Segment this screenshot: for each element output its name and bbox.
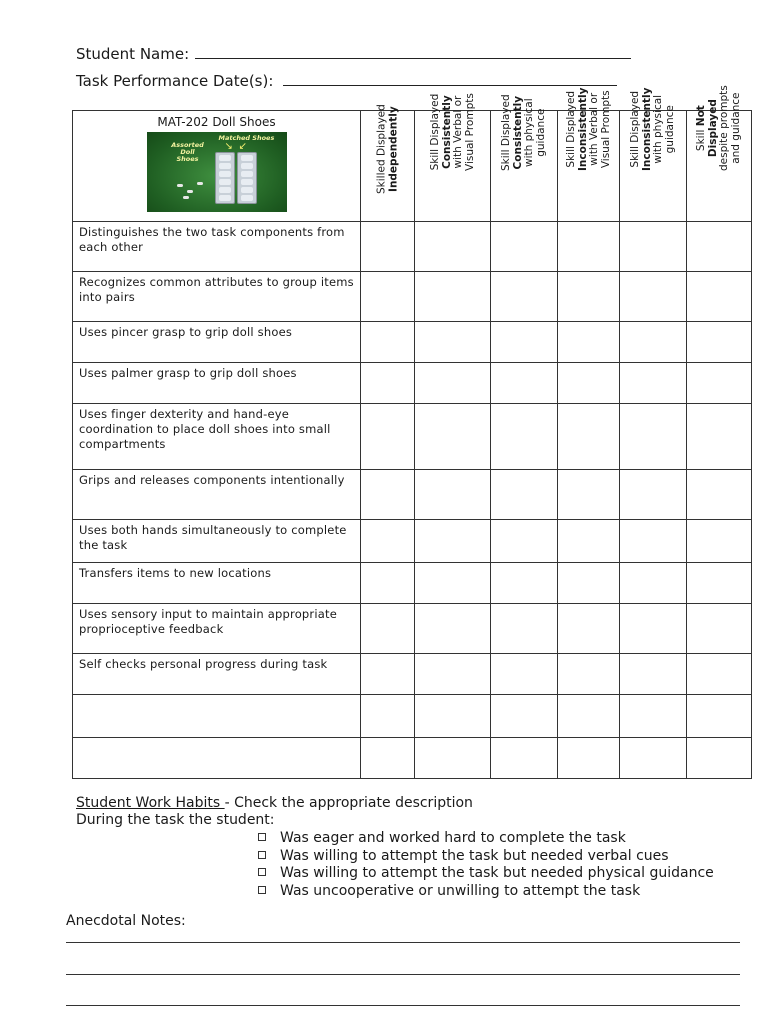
rating-cell[interactable] [558,520,620,563]
rating-cell[interactable] [361,363,415,404]
rating-cell[interactable] [620,738,687,779]
work-habits-intro: During the task the student: [76,812,275,828]
rating-cell[interactable] [415,738,491,779]
rating-cell[interactable] [687,695,752,738]
rating-cell[interactable] [415,222,491,272]
rating-cell[interactable] [558,404,620,470]
col-header-text: Skilled Displayed Independently [375,104,399,194]
rating-cell[interactable] [491,563,558,604]
student-name-label: Student Name: [76,45,190,63]
rating-cell[interactable] [491,222,558,272]
shoe-tray-left [215,152,235,204]
checkbox-icon[interactable] [258,851,266,859]
rating-cell[interactable] [687,363,752,404]
rating-cell[interactable] [620,363,687,404]
skill-row [73,322,752,363]
skill-label: Transfers items to new locations [73,563,361,604]
habit-option[interactable] [258,865,714,883]
work-habits-section [76,795,473,829]
skill-row [73,404,752,470]
rating-cell[interactable] [415,272,491,322]
skill-label: Uses palmer grasp to grip doll shoes [73,363,361,404]
habit-option-label: Was uncooperative or unwilling to attempt the task [280,882,641,899]
skills-table [72,85,752,779]
header-row [73,111,752,222]
rating-cell[interactable] [620,563,687,604]
rating-cell[interactable] [558,563,620,604]
rating-cell[interactable] [620,404,687,470]
skill-row [73,272,752,322]
rating-cell[interactable] [361,695,415,738]
notes-line-2[interactable] [66,974,740,975]
skill-label: Distinguishes the two task components from each other [73,222,361,272]
work-habits-title [76,795,473,812]
rating-cell[interactable] [415,563,491,604]
rating-cell[interactable] [491,520,558,563]
rating-cell[interactable] [620,470,687,520]
habit-option-label: Was eager and worked hard to complete the task [280,830,626,846]
skill-label [73,738,361,779]
skill-row [73,563,752,604]
rating-cell[interactable] [558,604,620,654]
doll-shoe [197,182,203,185]
rating-cell[interactable] [491,272,558,322]
work-habits-heading: Student Work Habits [76,795,225,811]
rating-cell[interactable] [558,654,620,695]
rating-cell[interactable] [687,654,752,695]
rating-cell[interactable] [558,695,620,738]
rating-cell[interactable] [558,222,620,272]
task-date-label: Task Performance Date(s): [76,72,274,90]
rating-cell[interactable] [558,272,620,322]
rating-cell[interactable] [361,222,415,272]
col-header-text: Skill Not Displayed despite prompts and guidance [695,85,742,171]
col-header-text: Skill Displayed Inconsistently with Verbal or Visual Prompts [564,87,611,171]
photo-label-matched: Matched Shoes [218,134,275,142]
rating-cell[interactable] [620,654,687,695]
rating-cell[interactable] [415,322,491,363]
col-header-6 [687,85,752,222]
habit-option[interactable] [258,848,714,866]
rating-cell[interactable] [620,520,687,563]
doll-shoe [177,184,183,187]
student-name-input[interactable] [195,58,631,59]
rating-cell[interactable] [687,272,752,322]
student-name-field [76,45,631,63]
rating-cell[interactable] [687,563,752,604]
skill-row [73,520,752,563]
rating-cell[interactable] [415,695,491,738]
rating-cell[interactable] [415,470,491,520]
rating-cell[interactable] [491,363,558,404]
rating-cell[interactable] [361,563,415,604]
rating-cell[interactable] [491,738,558,779]
skill-row [73,363,752,404]
rating-cell[interactable] [558,322,620,363]
skill-label: Grips and releases components intentionally [73,470,361,520]
col-header-3 [491,94,558,222]
habit-option-label: Was willing to attempt the task but needed verbal cues [280,847,669,864]
skill-row [73,222,752,272]
skill-label: Uses pincer grasp to grip doll shoes [73,322,361,363]
rating-cell[interactable] [687,520,752,563]
task-image-title: MAT-202 Doll Shoes [157,115,276,129]
col-header-2 [415,93,491,222]
rating-cell[interactable] [491,695,558,738]
col-header-text: Skill Displayed Inconsistently with physical guidance [629,87,676,171]
rating-cell[interactable] [361,654,415,695]
doll-shoe [183,196,189,199]
arrow-icon: ↘ [224,141,233,152]
rating-cell[interactable] [620,272,687,322]
task-date-field [76,72,617,90]
rating-cell[interactable] [558,363,620,404]
rating-cell[interactable] [491,404,558,470]
rating-cell[interactable] [415,404,491,470]
skill-label: Uses sensory input to maintain appropriate proprioceptive feedback [73,604,361,654]
rating-cell[interactable] [361,322,415,363]
rating-cell[interactable] [491,604,558,654]
rating-cell[interactable] [491,322,558,363]
skill-label: Uses finger dexterity and hand-eye coordination to place doll shoes into small compartments [73,404,361,470]
rating-cell[interactable] [687,404,752,470]
rating-cell[interactable] [415,654,491,695]
rating-cell[interactable] [620,322,687,363]
skill-row [73,695,752,738]
col-header-text: Skill Displayed Consistently with physical guidance [500,94,547,171]
doll-shoe [187,190,193,193]
rating-cell[interactable] [491,654,558,695]
skill-row [73,470,752,520]
rating-cell[interactable] [415,363,491,404]
skill-row [73,738,752,779]
rating-cell[interactable] [620,604,687,654]
rating-cell[interactable] [361,738,415,779]
rating-cell[interactable] [361,470,415,520]
rating-cell[interactable] [620,222,687,272]
shoe-tray-right [237,152,257,204]
rating-cell[interactable] [361,604,415,654]
col-header-4 [558,87,620,222]
checkbox-icon[interactable] [258,868,266,876]
rating-cell[interactable] [687,470,752,520]
notes-line-3[interactable] [66,1005,740,1006]
doll-shoes-photo [147,132,287,212]
task-image-cell [73,111,361,222]
rating-cell[interactable] [361,272,415,322]
rating-cell[interactable] [687,738,752,779]
skill-label: Uses both hands simultaneously to complete the task [73,520,361,563]
rating-cell[interactable] [620,695,687,738]
rating-cell[interactable] [687,604,752,654]
rating-cell[interactable] [558,738,620,779]
col-header-1 [361,104,415,222]
col-header-5 [620,87,687,222]
work-habits-options [258,830,714,900]
skill-row [73,604,752,654]
checkbox-icon[interactable] [258,886,266,894]
rating-cell[interactable] [361,404,415,470]
skill-label: Self checks personal progress during task [73,654,361,695]
rating-cell[interactable] [491,470,558,520]
rating-cell[interactable] [361,520,415,563]
notes-line-1[interactable] [66,942,740,943]
skill-label [73,695,361,738]
rating-cell[interactable] [558,470,620,520]
anecdotal-notes-label: Anecdotal Notes: [66,913,186,929]
habit-option-label: Was willing to attempt the task but needed physical guidance [280,865,714,881]
rating-cell[interactable] [415,604,491,654]
habit-option[interactable] [258,883,714,901]
col-header-text: Skill Displayed Consistently with Verbal or Visual Prompts [428,93,475,171]
rating-cell[interactable] [687,222,752,272]
skill-label: Recognizes common attributes to group items into pairs [73,272,361,322]
arrow-icon: ↙ [238,141,247,152]
habit-option[interactable] [258,830,714,848]
rating-cell[interactable] [687,322,752,363]
checkbox-icon[interactable] [258,833,266,841]
work-habits-instruction: - Check the appropriate description [224,795,473,811]
photo-label-assorted: Assorted Doll Shoes [171,141,204,163]
task-date-input[interactable] [283,85,617,86]
rating-cell[interactable] [415,520,491,563]
skill-row [73,654,752,695]
